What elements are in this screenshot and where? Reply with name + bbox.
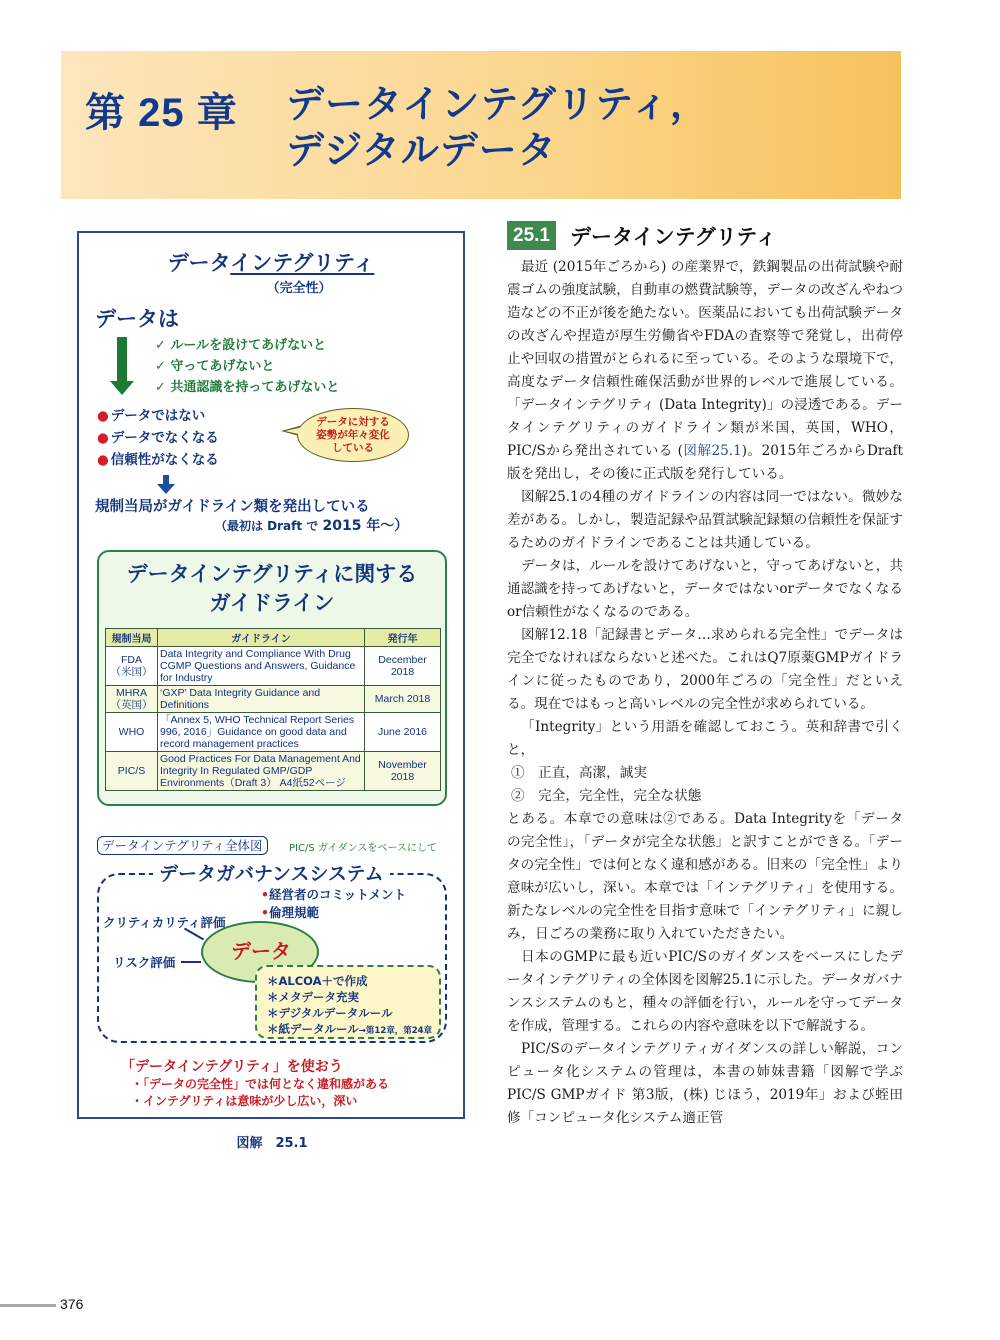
bubble-line: データに対する: [316, 416, 390, 428]
paragraph: [507, 256, 903, 486]
authority: PIC/S: [117, 765, 146, 777]
consequence-text: データでなくなる: [110, 430, 219, 446]
year-cell: March 2018: [365, 686, 441, 713]
year-cell: December 2018: [365, 647, 441, 686]
consequence-item: [97, 449, 219, 471]
commitment-item: [261, 904, 406, 922]
check-list: [155, 335, 339, 398]
consequence-text: データではない: [110, 408, 206, 424]
guideline-title-line2: ガイドライン: [209, 591, 335, 615]
arrow-icon: [181, 961, 201, 963]
risk-assessment-label: リスク評価: [113, 955, 176, 970]
year-cell: November 2018: [365, 752, 441, 791]
whole-picture-note: PIC/S ガイダンスをベースにして: [289, 843, 437, 854]
rule-item: ＊メタデータ充実: [267, 990, 359, 1004]
issued-sub-year: 2015 年〜）: [322, 518, 409, 534]
guideline-cell: Good Practices For Data Management And Integrity In Regulated GMP/GDP Environments（Draft 3） A4紙52ページ: [158, 752, 365, 791]
section-title: データインテグリティ: [569, 224, 777, 249]
bubble-line: 姿勢が年々変化: [316, 429, 390, 441]
guideline-box-title: [99, 560, 445, 618]
check-item: ✓ ルールを設けてあげないと: [155, 338, 327, 353]
guideline-box: [97, 550, 447, 806]
authority-country: （米国）: [110, 666, 153, 678]
data-ellipse-label: データ: [231, 939, 291, 963]
column-header: ガイドライン: [158, 629, 365, 647]
figure-title-underlined: インテグリティ: [230, 251, 375, 275]
guideline-title-line1: データインテグリティに関する: [126, 562, 418, 586]
column-header: 規制当局: [106, 629, 158, 647]
commitment-item: [261, 886, 406, 904]
guideline-cell: ‘GXP’ Data Integrity Guidance and Definitions: [158, 686, 365, 713]
speech-bubble: [297, 408, 409, 462]
paragraph: 図解12.18「記録書とデータ…求められる完全性」でデータは完全でなければならないと述べた。これはQ7原薬GMPガイドラインに従ったものであり，2000年ごろの「完全性」だといえる。現在ではもっと高いレベルの完全性が求められている。: [507, 627, 903, 712]
authority-cell: [106, 752, 158, 791]
issued-sub-pre: （最初は Draft で: [215, 519, 323, 533]
section-number: 25.1: [507, 221, 556, 250]
table-row: [106, 752, 441, 791]
data-rules-box: [255, 965, 441, 1039]
definition-item: ② 完全，完全性，完全な状態: [511, 788, 702, 804]
guideline-cell: Data Integrity and Compliance With Drug CGMP Questions and Answers, Guidance for Industry: [158, 647, 365, 686]
bullet-icon: ●: [97, 408, 109, 424]
check-item: ✓ 共通認識を持ってあげないと: [155, 380, 340, 395]
rule-reference: →第12章，第24章: [358, 1026, 433, 1036]
table-header-row: [106, 629, 441, 647]
table-row: [106, 713, 441, 752]
governance-system-title: データガバナンスシステム: [153, 859, 390, 886]
check-item: ✓ 守ってあげないと: [155, 359, 275, 374]
authority: MHRA: [116, 687, 147, 699]
chapter-title-line2: デジタルデータ: [286, 128, 557, 172]
whole-picture-label: データインテグリティ全体図: [97, 836, 268, 855]
table-row: [106, 686, 441, 713]
consequence-text: 信頼性がなくなる: [110, 452, 219, 468]
figure-reference-link[interactable]: 図解25.1: [682, 443, 742, 459]
paragraph: とある。本章での意味は②である。Data Integrityを「データの完全性」，「データが完全な状態」と訳すことができる。「データの完全性」では何となく違和感がある。旧来の「完全性」より意味が広いし，深い。本章では「インテグリティ」を使用する。新たなレベルの完全性を目指す意味で「インテグリティ」に親しみ，日ごろの業務に取り入れていただきたい。: [507, 811, 903, 942]
paragraph: PIC/Sのデータインテグリティガイダンスの詳しい解説，コンピュータ化システムの管理は，本書の姉妹書籍「図解で学ぶPIC/S GMPガイド 第3版，(株) じほう，2019年」および蛭田修「コンピュータ化システム適正管: [507, 1041, 903, 1126]
column-header: 発行年: [365, 629, 441, 647]
commitment-list: [261, 886, 406, 922]
rule-item: [267, 1021, 439, 1039]
rule-text: ＊紙データルール: [267, 1022, 359, 1036]
rule-item: ＊デジタルデータルール: [267, 1006, 393, 1020]
data-ha-label: データは: [95, 307, 179, 331]
figure-caption: 図解 25.1: [236, 1136, 308, 1151]
bubble-line: している: [332, 442, 374, 454]
chapter-title: [286, 81, 709, 173]
use-integrity-list: [131, 1076, 389, 1110]
bullet-icon: •: [261, 905, 269, 920]
authority-cell: [106, 647, 158, 686]
commitment-text: 倫理規範: [269, 905, 320, 920]
use-integrity-item: ・インテグリティは意味が少し広い，深い: [131, 1094, 358, 1108]
issued-statement: 規制当局がガイドライン類を発出している: [95, 499, 370, 515]
authority: WHO: [118, 726, 145, 738]
guideline-cell: 「Annex 5, WHO Technical Report Series 996, 2016」Guidance on good data and record management practices: [158, 713, 365, 752]
rule-item: ＊ALCOA＋で作成: [267, 974, 368, 988]
definition-item: ① 正直，高潔，誠実: [511, 765, 647, 781]
commitment-text: 経営者のコミットメント: [269, 887, 407, 902]
chapter-banner: [61, 51, 901, 199]
criticality-assessment-label: クリティカリティ評価: [103, 915, 226, 930]
down-arrow-icon: [117, 337, 127, 383]
consequence-item: [97, 405, 219, 427]
authority: FDA: [121, 654, 142, 666]
guideline-table: [105, 628, 441, 791]
footer-rule: [0, 1304, 56, 1307]
chapter-title-line1: データインテグリティ，: [286, 82, 709, 126]
consequence-list: [97, 405, 219, 471]
authority-country: （英国）: [110, 699, 153, 711]
chapter-number: 第 25 章: [85, 91, 238, 135]
down-arrow-icon: [163, 475, 169, 485]
section-heading: [507, 221, 777, 250]
paragraph: データは，ルールを設けてあげないと，守ってあげないと，共通認識を持ってあげないと，データではないorデータでなくなるor信頼性がなくなるのである。: [507, 558, 903, 620]
year-cell: June 2016: [365, 713, 441, 752]
authority-cell: [106, 713, 158, 752]
authority-cell: [106, 686, 158, 713]
table-row: [106, 647, 441, 686]
issued-substatement: [215, 515, 408, 535]
paragraph: 日本のGMPに最も近いPIC/Sのガイダンスをベースにしたデータインテグリティの全体図を図解25.1に示した。データガバナンスシステムのもと，種々の評価を行い，ルールを守ってデータを作成，管理する。これらの内容や意味を以下で解説する。: [507, 949, 903, 1034]
paragraph: 図解25.1の4種のガイドラインの内容は同一ではない。微妙な差がある。しかし，製造記録や品質試験記録類の信頼性を保証するためのガイドラインであることは共通している。: [507, 489, 903, 551]
paragraph: 「Integrity」という用語を確認しておこう。英和辞書で引くと，: [507, 719, 903, 758]
paragraph-text: )。2015年ごろからDraft版を発出し，その後に正式版を発行している。: [507, 443, 903, 482]
bullet-icon: •: [261, 887, 269, 902]
consequence-item: [97, 427, 219, 449]
use-integrity-item: ・「データの完全性」では何となく違和感がある: [131, 1077, 390, 1091]
use-integrity-title: 「データインテグリティ」を使おう: [121, 1059, 343, 1075]
bullet-icon: ●: [97, 430, 109, 446]
figure-25-1: [77, 231, 465, 1119]
page-number: 376: [60, 1296, 84, 1312]
figure-title-pre: データ: [167, 251, 231, 275]
figure-subtitle: （完全性）: [266, 281, 332, 296]
body-text: [507, 256, 903, 1130]
figure-title: [79, 247, 463, 277]
paragraph-text: 最近 (2015年ごろから) の産業界で，鉄鋼製品の出荷試験や耐震ゴムの強度試験，自動車の燃費試験等，データの改ざんやねつ造などの不正が後を絶たない。医薬品においても出荷試験データの改ざんや捏造が厚生労働省やFDAの査察等で発覚し，出荷停止や回収の措置がとられるに至っている。そのような環境下で，高度なデータ信頼性確保活動が世界的レベルで進展している。「データインテグリティ (Data Integrity)」の浸透である。データインテグリティのガイドライン類が米国，英国，WHO，PIC/Sから発出されている (: [507, 259, 903, 459]
bullet-icon: ●: [97, 452, 109, 468]
speech-bubble-tail-fill: [285, 427, 303, 435]
